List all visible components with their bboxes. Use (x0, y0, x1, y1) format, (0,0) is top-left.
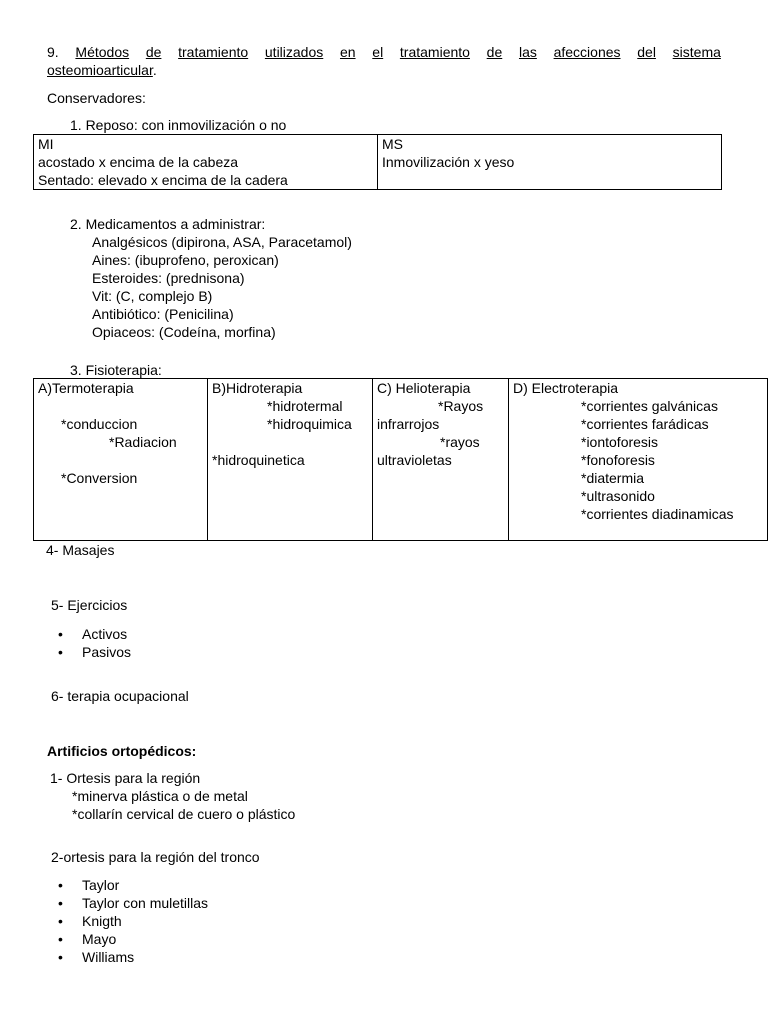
bullet-icon: • (58, 913, 63, 929)
termoterapia-item: *Conversion (61, 470, 138, 486)
heading-word: de (486, 44, 503, 60)
termoterapia-cell (34, 379, 208, 541)
medicamento-item: Antibiótico: (Penicilina) (92, 306, 234, 322)
medicamento-item: Opiaceos: (Codeína, morfina) (92, 324, 276, 340)
bullet-icon: • (58, 626, 63, 642)
medicamento-item: Esteroides: (prednisona) (92, 270, 245, 286)
reposo-title: 1. Reposo: con inmovilización o no (70, 117, 287, 133)
electroterapia-item: *iontoforesis (581, 434, 659, 450)
list-item-label: Mayo (82, 931, 117, 947)
hidroterapia-cell (208, 379, 373, 541)
ejercicios-title: 5- Ejercicios (51, 597, 128, 613)
electroterapia-item: *corrientes farádicas (581, 416, 709, 432)
mi-cell (34, 135, 378, 190)
heading-line2-text: osteomioarticular (47, 62, 153, 78)
list-item-label: Activos (82, 626, 128, 642)
electroterapia-item: *ultrasonido (581, 488, 655, 504)
artificios-title-text: Artificios ortopédicos: (47, 743, 197, 759)
electroterapia-item: *diatermia (581, 470, 645, 486)
tronco-list (58, 876, 208, 966)
bullet-icon: • (58, 644, 63, 660)
hidroterapia-item: *hidroquimica (267, 416, 352, 432)
helioterapia-title: C) Helioterapia (377, 380, 471, 396)
medicamentos-list (92, 233, 352, 341)
heading-word: de (145, 44, 162, 60)
ms-line: Inmovilización x yeso (382, 154, 515, 170)
fisioterapia-title: 3. Fisioterapia: (70, 362, 162, 378)
medicamento-item: Aines: (ibuprofeno, peroxican) (92, 252, 279, 268)
medicamento-item: Vit: (C, complejo B) (92, 288, 213, 304)
reposo-table (33, 134, 722, 190)
list-item (58, 930, 208, 948)
ortesis-list (72, 787, 295, 823)
list-item (58, 912, 208, 930)
list-item (58, 876, 208, 894)
fisioterapia-table (33, 378, 768, 541)
hidroterapia-title: B)Hidroterapia (212, 380, 303, 396)
bullet-icon: • (58, 895, 63, 911)
heading-line2-suffix: . (152, 62, 157, 78)
heading-word: sistema (672, 44, 721, 60)
helioterapia-item: infrarrojos (377, 416, 440, 432)
heading-word: en (339, 44, 356, 60)
electroterapia-item: *fonoforesis (581, 452, 655, 468)
termoterapia-item: *Radiacion (109, 434, 177, 450)
list-item-label: Knigth (82, 913, 122, 929)
termoterapia-item: *conduccion (61, 416, 138, 432)
masajes-label: 4- Masajes (46, 542, 115, 558)
hidroterapia-item: *hidroquinetica (212, 452, 305, 468)
mi-line: acostado x encima de la cabeza (38, 154, 239, 170)
tronco-title: 2-ortesis para la región del tronco (51, 849, 260, 865)
hidroterapia-item: *hidrotermal (267, 398, 343, 414)
termoterapia-title: A)Termoterapia (38, 380, 134, 396)
heading-line-1 (47, 43, 721, 61)
heading-word: las (518, 44, 537, 60)
bullet-icon: • (58, 949, 63, 965)
list-item-label: Taylor con muletillas (82, 895, 209, 911)
helioterapia-item: ultravioletas (377, 452, 452, 468)
helioterapia-item: *rayos (440, 434, 480, 450)
medicamento-item: Analgésicos (dipirona, ASA, Paracetamol) (92, 234, 352, 250)
heading-word: del (637, 44, 656, 60)
electroterapia-title: D) Electroterapia (513, 380, 619, 396)
heading-word: utilizados (264, 44, 324, 60)
ortesis-item: *minerva plástica o de metal (72, 788, 248, 804)
mi-line: Sentado: elevado x encima de la cadera (38, 172, 288, 188)
helioterapia-item: *Rayos (438, 398, 484, 414)
list-item (58, 948, 208, 966)
list-item-label: Taylor (82, 877, 120, 893)
list-item-label: Williams (82, 949, 135, 965)
heading-word: el (372, 44, 384, 60)
heading-word: tratamiento (399, 44, 470, 60)
electroterapia-item: *corrientes galvánicas (581, 398, 718, 414)
ms-cell (378, 135, 722, 190)
heading-line-2 (47, 61, 157, 79)
list-item (58, 643, 131, 661)
heading-word: Métodos (75, 44, 130, 60)
list-item (58, 894, 208, 912)
ms-line: MS (382, 136, 403, 152)
conservadores-label: Conservadores: (47, 90, 146, 106)
medicamentos-title: 2. Medicamentos a administrar: (70, 216, 266, 232)
ejercicios-list (58, 625, 131, 661)
heading-number: 9. (47, 44, 59, 60)
mi-line: MI (38, 136, 54, 152)
heading-word: afecciones (553, 44, 621, 60)
helioterapia-cell (373, 379, 509, 541)
bullet-icon: • (58, 877, 63, 893)
ortesis-item: *collarín cervical de cuero o plástico (72, 806, 296, 822)
electroterapia-cell (509, 379, 768, 541)
list-item-label: Pasivos (82, 644, 132, 660)
list-item (58, 625, 131, 643)
electroterapia-item: *corrientes diadinamicas (581, 506, 734, 522)
artificios-title (47, 742, 196, 760)
ortesis-title: 1- Ortesis para la región (50, 770, 201, 786)
bullet-icon: • (58, 931, 63, 947)
heading-word: tratamiento (178, 44, 249, 60)
terapia-label: 6- terapia ocupacional (51, 688, 189, 704)
